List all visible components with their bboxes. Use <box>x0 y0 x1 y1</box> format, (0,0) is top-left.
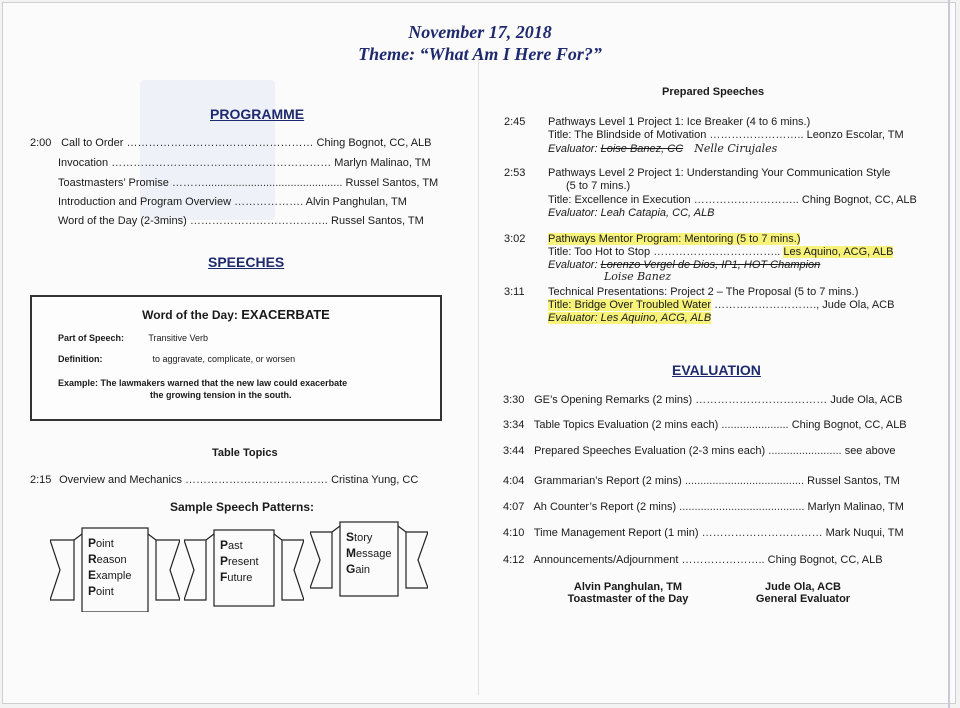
speech-4-person: Jude Ola, ACB <box>822 299 895 311</box>
wod-title <box>32 307 440 322</box>
speech-2-person: Ching Bognot, CC, ALB <box>801 194 917 206</box>
programme-row <box>30 137 432 149</box>
banner-1-line: Point <box>88 584 114 598</box>
wod-example-line2: the growing tension in the south. <box>150 390 292 400</box>
evaluation-label: Time Management Report (1 min) <box>533 527 699 539</box>
speech-3-title-row <box>548 246 893 258</box>
programme-leader: …………………………………………… <box>126 137 314 149</box>
speeches-title: SPEECHES <box>208 254 285 270</box>
banner-2-text <box>220 538 259 586</box>
speech-4-leader: ………………………., <box>714 299 820 311</box>
programme-row <box>58 215 424 227</box>
evaluation-leader: ………………….. <box>681 554 765 566</box>
evaluation-label: Grammarian’s Report (2 mins) <box>534 475 682 487</box>
evaluation-row <box>503 501 904 513</box>
programme-leader: ………............................................. <box>171 177 343 189</box>
evaluation-person: Marlyn Malinao, TM <box>807 501 904 513</box>
speech-3-eval-struck: Lorenzo Vergel de Dios, IP1, HOT Champion <box>600 259 821 271</box>
programme-leader: ………………. <box>234 196 304 208</box>
evaluation-row <box>503 527 904 539</box>
evaluation-label: GE’s Opening Remarks (2 mins) <box>534 394 693 406</box>
evaluation-label: Ah Counter’s Report (2 mins) <box>533 501 677 513</box>
programme-row <box>58 177 438 189</box>
speech-1-title: Title: The Blindside of Motivation <box>548 129 707 141</box>
banner-1-line: Example <box>88 568 132 582</box>
wod-def <box>58 354 295 364</box>
speech-4-title-row <box>548 299 894 311</box>
evaluation-person: Jude Ola, ACB <box>830 394 903 406</box>
speech-3-person: Les Aquino, ACG, ALB <box>783 246 894 258</box>
evaluation-row <box>503 419 907 431</box>
speech-3-leader: …………………………….. <box>653 246 781 258</box>
programme-person: Ching Bognot, CC, ALB <box>316 137 432 149</box>
programme-title: PROGRAMME <box>210 106 305 122</box>
banner-3-line: Story <box>346 530 373 544</box>
programme-row <box>58 157 431 169</box>
banner-3-line: Message <box>346 546 392 560</box>
table-topics-title: Table Topics <box>212 447 278 459</box>
speech-2-evaluator: Evaluator: Leah Catapia, CC, ALB <box>548 207 715 219</box>
toastmaster-name: Alvin Panghulan, TM <box>573 581 683 593</box>
banner-1-line: Point <box>88 536 114 550</box>
banner-2-line: Present <box>220 554 259 568</box>
table-topics-label: Overview and Mechanics <box>59 474 182 486</box>
evaluation-time: 4:10 <box>503 527 525 539</box>
evaluation-time: 4:04 <box>503 475 525 487</box>
banner-3-line: Gain <box>346 562 371 576</box>
programme-leader: …………………………………………………… <box>111 157 332 169</box>
evaluation-leader: ...................... <box>721 419 789 431</box>
wod-pos-label: Part of Speech: <box>58 333 125 343</box>
speech-2-title: Title: Excellence in Execution <box>548 194 691 206</box>
evaluation-leader: ........................ <box>768 445 842 457</box>
speech-3-evaluator <box>548 259 820 271</box>
table-topics-row <box>30 474 418 486</box>
evaluation-label: Announcements/Adjournment <box>533 554 679 566</box>
general-evaluator-signature <box>728 581 878 605</box>
evaluation-person: see above <box>844 445 896 457</box>
evaluation-leader: ....................................... <box>684 475 805 487</box>
evaluation-row <box>503 394 902 406</box>
table-topics-time: 2:15 <box>30 474 52 486</box>
evaluation-title: EVALUATION <box>672 362 761 378</box>
speech-1-person: Leonzo Escolar, TM <box>806 129 904 141</box>
evaluation-time: 3:34 <box>503 419 525 431</box>
programme-label: Call to Order <box>61 137 124 149</box>
wod-def-label: Definition: <box>58 354 103 364</box>
speech-4-evaluator <box>548 312 711 324</box>
evaluation-time: 3:30 <box>503 394 525 406</box>
speech-4-project: Technical Presentations: Project 2 – The Proposal (5 to 7 mins.) <box>548 286 859 298</box>
evaluation-time: 4:12 <box>503 554 525 566</box>
evaluation-row <box>503 445 895 457</box>
banner-2-line: Future <box>220 570 253 584</box>
evaluation-person: Russel Santos, TM <box>807 475 900 487</box>
speech-3-eval-handwritten: Loise Banez <box>604 270 672 283</box>
speech-4-title: Title: Bridge Over Troubled Water <box>548 299 712 311</box>
evaluation-leader: …………………………… <box>701 527 823 539</box>
programme-person: Alvin Panghulan, TM <box>305 196 407 208</box>
wod-word: EXACERBATE <box>241 307 330 322</box>
evaluation-person: Mark Nuqui, TM <box>825 527 904 539</box>
wod-def-value: to aggravate, complicate, or worsen <box>152 354 296 364</box>
evaluation-row <box>503 475 900 487</box>
speech-1-leader: …………………….. <box>709 129 804 141</box>
programme-label: Word of the Day (2-3mins) <box>58 215 187 227</box>
speech-3-eval-label: Evaluator: <box>548 259 598 271</box>
evaluation-label: Prepared Speeches Evaluation (2-3 mins each) <box>534 445 766 457</box>
wod-pos-value: Transitive Verb <box>148 333 209 343</box>
toastmaster-role: Toastmaster of the Day <box>567 593 689 605</box>
evaluation-row <box>503 554 883 566</box>
speech-2-time: 2:53 <box>504 167 526 179</box>
evaluation-leader: ……………………………… <box>695 394 828 406</box>
speech-1-eval-handwritten: Nelle Cirujales <box>694 142 778 155</box>
speech-1-time: 2:45 <box>504 116 526 128</box>
programme-leader: ……………………………….. <box>189 215 328 227</box>
programme-label: Toastmasters’ Promise <box>58 177 169 189</box>
programme-label: Invocation <box>58 157 109 169</box>
evaluation-person: Ching Bognot, CC, ALB <box>791 419 907 431</box>
programme-person: Marlyn Malinao, TM <box>334 157 431 169</box>
evaluation-time: 3:44 <box>503 445 525 457</box>
banner-3-text <box>346 530 391 578</box>
speech-3-project <box>548 233 800 245</box>
programme-time: 2:00 <box>30 137 52 149</box>
programme-label: Introduction and Program Overview <box>58 196 232 208</box>
header-date: November 17, 2018 <box>408 22 552 42</box>
speech-1-title-row <box>548 129 904 141</box>
programme-person: Russel Santos, TM <box>331 215 424 227</box>
page-fold <box>478 55 479 695</box>
wod-pos <box>58 333 208 343</box>
programme-row <box>58 196 407 208</box>
speech-3-title: Title: Too Hot to Stop <box>548 246 651 258</box>
prepared-title: Prepared Speeches <box>662 86 765 98</box>
page-edge <box>948 0 950 708</box>
table-topics-person: Cristina Yung, CC <box>331 474 419 486</box>
wod-title-prefix: Word of the Day: <box>142 308 238 322</box>
evaluation-time: 4:07 <box>503 501 525 513</box>
speech-1-eval-struck: Loise Banez, CC <box>600 143 684 155</box>
header-theme: Theme: “What Am I Here For?” <box>358 44 602 64</box>
speech-1-eval-label: Evaluator: <box>548 143 598 155</box>
table-topics-leader: ………………………………… <box>185 474 329 486</box>
speech-2-project: Pathways Level 2 Project 1: Understanding Your Communication Style <box>548 167 891 179</box>
speech-1-project: Pathways Level 1 Project 1: Ice Breaker (4 to 6 mins.) <box>548 116 811 128</box>
speech-3-project-text: Pathways Mentor Program: Mentoring (5 to 7 mins.) <box>548 233 801 245</box>
programme-person: Russel Santos, TM <box>345 177 439 189</box>
general-evaluator-name: Jude Ola, ACB <box>765 581 841 593</box>
speech-3-time: 3:02 <box>504 233 526 245</box>
speech-2-title-row <box>548 194 917 206</box>
speech-4-eval-text: Evaluator: Les Aquino, ACG, ALB <box>548 312 712 324</box>
word-of-the-day-box <box>30 295 442 421</box>
wod-example-line1: Example: The lawmakers warned that the new law could exacerbate <box>58 378 348 388</box>
evaluation-person: Ching Bognot, CC, ALB <box>767 554 883 566</box>
general-evaluator-role: General Evaluator <box>755 593 851 605</box>
banner-1-line: Reason <box>88 552 127 566</box>
toastmaster-signature <box>548 581 708 605</box>
evaluation-leader: ......................................... <box>679 501 805 513</box>
speech-4-time: 3:11 <box>504 286 525 298</box>
evaluation-label: Table Topics Evaluation (2 mins each) <box>533 419 719 431</box>
speech-2-duration: (5 to 7 mins.) <box>566 180 631 192</box>
speech-patterns-title: Sample Speech Patterns: <box>170 500 315 514</box>
speech-1-evaluator <box>548 142 777 155</box>
banner-1-text <box>88 536 131 600</box>
banner-2-line: Past <box>220 538 243 552</box>
speech-2-leader: ……………………….. <box>693 194 799 206</box>
